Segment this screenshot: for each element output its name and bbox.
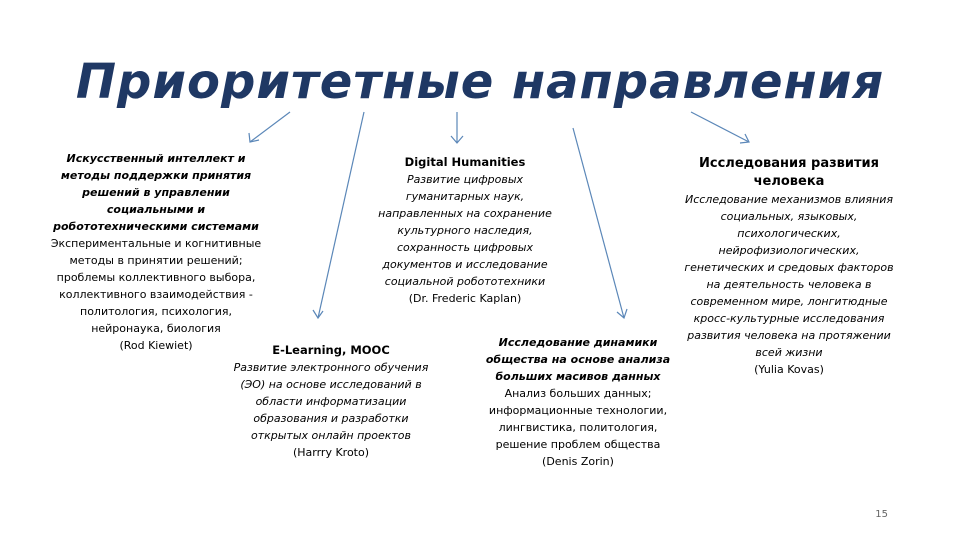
block-ai-heading: Искусственный интеллект и методы поддержки принятия решений в управлении социальными и робототехническими системами (53, 152, 259, 233)
block-human-heading: Исследования развития человека (699, 156, 879, 189)
block-human-body: Исследование механизмов влияния социальных, языковых, психологических, нейрофизиологических, генетических и средовых факторов на деятельность человека в современном мире, лонгитюдные кросс-культурные исследования развития человека на протяжении всей жизни (684, 193, 894, 359)
block-ai-body: Экспериментальные и когнитивные методы в принятии решений; проблемы коллективного выбора, коллективного взаимодействия - политология, психология, нейронаука, биология (50, 237, 262, 335)
block-society-heading: Исследование динамики общества на основе анализа больших масивов данных (485, 336, 671, 383)
block-human-author: (Yulia Kovas) (754, 363, 824, 376)
arrow-to-elearning (318, 112, 364, 318)
arrow-to-society (573, 128, 624, 318)
block-dh-heading: Digital Humanities (404, 155, 526, 169)
arrow-to-human (691, 112, 749, 142)
block-society-dynamics (478, 334, 678, 470)
block-society-body: Анализ больших данных; информационные технологии, лингвистика, политология, решение проблем общества (Denis Zorin) (488, 387, 668, 468)
block-digital-humanities (372, 154, 558, 307)
block-elearning (226, 342, 436, 461)
block-ai-author: (Rod Kiewiet) (119, 339, 193, 352)
arrow-to-ai (250, 112, 290, 142)
slide-title: Приоритетные направления (75, 54, 885, 110)
block-dh-author: (Dr. Frederic Kaplan) (408, 292, 522, 305)
block-elearning-heading: E-Learning, MOOC (272, 343, 390, 357)
block-elearning-body: Развитие электронного обучения (ЭО) на основе исследований в области информатизации образования и разработки открытых онлайн проектов (233, 361, 429, 442)
block-human-development (678, 155, 900, 378)
page-number: 15 (875, 509, 888, 520)
block-dh-body: Развитие цифровых гуманитарных наук, направленных на сохранение культурного наследия, сохранность цифровых документов и исследование социальной робототехники (378, 173, 552, 288)
block-ai (44, 150, 268, 354)
block-elearning-author: (Harrry Kroto) (292, 446, 370, 459)
